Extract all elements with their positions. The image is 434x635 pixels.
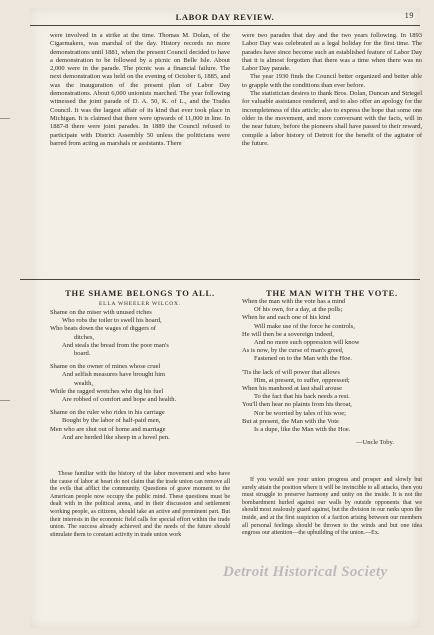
- poem-line: You'll then hear no plaints from his throat,: [242, 401, 352, 409]
- publication-title: LABOR DAY REVIEW.: [175, 12, 275, 22]
- poem-author: ELLA WHEELER WILCOX.: [99, 301, 181, 307]
- poem-line: Him, at present, to suffer, oppressed;: [254, 376, 350, 384]
- poem-line: Shame on the owner of mines whose cruel: [50, 363, 161, 371]
- article-paragraph: The year 1930 finds the Council better organized and better able to grapple with the conditions than ever before.: [242, 73, 422, 89]
- poem-line: Shame on the ruler who rides in his carriage: [50, 409, 165, 417]
- prose-paragraph: If you would see your union progress and prosper and slowly but surely attain the position where it will be invincible to all attacks, then you must struggle to preserve harmony and unity on the inside. It is not the bombardment hurled against our walls by outside opponents that we should most zealously guard against, but the division in our ranks upon the inside, and at the first suspicion of a faction arising between our members all personal feelings should be thrown to the winds and but one idea engross our attention—the upbuilding of the union.—Ex.: [242, 477, 422, 537]
- poem-line: Bought by the labor of half-paid men,: [62, 417, 161, 425]
- poem-signature: —Uncle Toby.: [356, 439, 394, 447]
- poem-line: wealth,: [74, 379, 93, 387]
- poem-line: When his manhood at last shall arouse: [242, 385, 343, 393]
- margin-tick: [0, 400, 10, 401]
- poem-line: And selfish measures have brought him: [62, 371, 166, 379]
- margin-tick: [0, 118, 10, 119]
- article-paragraph: were involved in a strike at the time. Thomas M. Dolan, of the Cigarmakers, was marshal of the day. History records no more demonstrations until 1881, when the present Council decided to have a demonstration to be followed by a picnic on Belle Isle. About 2,000 were in the parade. The picnic was a financial failure. The next demonstration was held on the evening of October 6, 1885, and was the inauguration of the present plan of Labor Day demonstrations. About 6,000 unionists marched. The year following witnessed the joint parade of D. A. 50, K. of L., and the Trades Council. It was the largest affair of its kind that ever took place in Michigan. It is claimed that there were upwards of 11,000 in line. In 1887-8 there were joint parades. In 1889 the Council refused to participate with District Assembly 50 unless the politicians were barred from acting as marshals or assistants. There: [50, 32, 230, 147]
- running-header: [30, 10, 420, 24]
- poem-line: While the ragged wretches who dig his fuel: [50, 387, 164, 395]
- poem-stanza: [50, 363, 230, 404]
- header-rule: [30, 25, 420, 26]
- document-page: [30, 8, 420, 628]
- poem-stanza: [50, 409, 230, 442]
- poem-line: As is now, by the curse of man's greed,: [242, 347, 344, 355]
- poem-line: But at present, the Man with the Vote: [242, 417, 339, 425]
- poem-title-left: THE SHAME BELONGS TO ALL.: [65, 288, 215, 298]
- poem-line: Who beats down the wages of diggers of: [50, 325, 156, 333]
- page-number: 19: [404, 11, 414, 20]
- section-rule: [20, 279, 420, 280]
- poem-line: Men who are shut out of home and marriage: [50, 425, 166, 433]
- poem-line: When the man with the vote has a mind: [242, 298, 346, 305]
- poem-line: And are herded like sheep in a hovel pen.: [62, 433, 170, 441]
- poem-stanza: [242, 298, 422, 364]
- poem-stanza: [242, 369, 422, 435]
- article-right-column: [242, 32, 422, 148]
- article-left-column: [50, 32, 230, 148]
- poem-line: And no more such oppression will know: [254, 339, 360, 347]
- poem-line: Who robs the toiler to swell his hoard,: [62, 317, 162, 325]
- poem-line: To the fact that his back needs a rest.: [254, 393, 350, 401]
- poem-line: Is a dupe, like the Man with the Hoe.: [254, 426, 351, 434]
- poem-line: And steals the bread from the poor man's: [62, 341, 169, 349]
- poem-left: [50, 309, 230, 447]
- article-paragraph: were two parades that day and the two years following. In 1893 Labor Day was celebrated as a legal holiday for the first time. The parades have since become such an established feature of Labor Day that it is almost forgotten that there was a time when there was no Labor Day parade.: [242, 32, 422, 73]
- poem-line: Will make use of the force he controls,: [254, 322, 355, 330]
- poem-line: board.: [74, 350, 91, 358]
- poem-stanza: [50, 309, 230, 358]
- poem-line: Shame on the miser with unused riches: [50, 309, 152, 316]
- poem-line: Of his own, for a day, at the polls;: [254, 306, 343, 314]
- poem-line: When he and each one of his kind: [242, 314, 331, 322]
- poem-title-right: THE MAN WITH THE VOTE.: [266, 288, 398, 298]
- prose-right: [242, 477, 422, 538]
- poem-line: Fastened on to the Man with the Hoe.: [254, 355, 352, 363]
- prose-left: [50, 471, 230, 539]
- poem-line: Nor be worried by tales of his woe;: [254, 409, 346, 417]
- poem-line: ditches,: [74, 333, 95, 341]
- article-paragraph: The statistician desires to thank Bros. Dolan, Duncan and Striegel for valuable assistance rendered, and to also offer an apology for the incompleteness of this article; also to express the hope that some one older in the movement, and more conversant with the facts, will in the near future, before the pioneers shall have passed to their reward, compile a labor history of Detroit for the benefit of the agitator of the future.: [242, 90, 422, 147]
- poem-line: Are robbed of comfort and hope and health.: [62, 396, 177, 404]
- poem-line: 'Tis the lack of will power that allows: [242, 368, 340, 376]
- poem-line: He will then be a sovereign indeed,: [242, 330, 334, 338]
- poem-right: [242, 298, 422, 447]
- prose-paragraph: Those familiar with the history of the labor movement and who have the cause of labor at heart do not claim that the trade union can remove all the evils that afflict the community. Questions of grave moment to the American people now occupy the public mind. These questions must be dealt with in the political arena, and in their discussion and settlement working people, as citizens, should take an active and prominent part. But their interests in the economic field calls for special effort within the trade union. The success already achieved and the needs of the future should stimulate them to constant activity in trade union work: [50, 471, 230, 538]
- watermark-logo: Detroit Historical Society: [223, 564, 388, 580]
